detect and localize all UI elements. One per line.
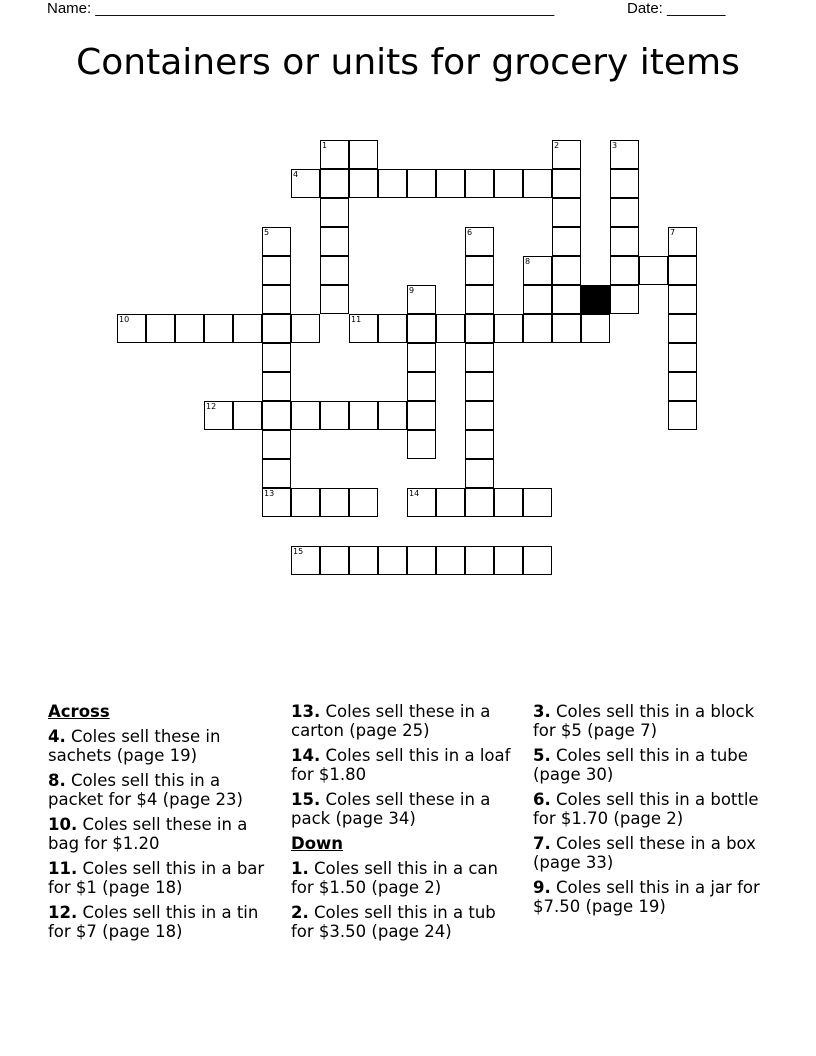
clue-item-text: Coles sell these in a pack (page 34)	[291, 790, 491, 828]
clue-item	[291, 903, 523, 941]
crossword-cell[interactable]	[552, 169, 581, 198]
crossword-cell[interactable]	[291, 488, 320, 517]
name-date-header	[47, 0, 747, 20]
crossword-cell[interactable]	[523, 256, 552, 285]
crossword-cell[interactable]	[465, 285, 494, 314]
crossword-cell[interactable]	[320, 256, 349, 285]
crossword-cell[interactable]	[465, 169, 494, 198]
col2-across-list	[291, 702, 523, 828]
clue-item-number: 3.	[533, 702, 551, 721]
crossword-cell[interactable]	[407, 285, 436, 314]
crossword-cell[interactable]	[465, 401, 494, 430]
clue-item-text: Coles sell this in a tube (page 30)	[533, 746, 748, 784]
clue-item-text: Coles sell this in a loaf for $1.80	[291, 746, 511, 784]
crossword-cell[interactable]	[407, 169, 436, 198]
crossword-cell[interactable]	[407, 343, 436, 372]
clue-number: 4	[293, 170, 299, 179]
clue-number: 6	[467, 228, 473, 237]
crossword-cell[interactable]	[610, 169, 639, 198]
clue-item	[48, 771, 280, 809]
crossword-cell[interactable]	[552, 227, 581, 256]
crossword-cell[interactable]	[494, 169, 523, 198]
col2-down-list	[291, 859, 523, 941]
crossword-cell[interactable]	[204, 314, 233, 343]
clue-number: 1	[322, 141, 328, 150]
clue-item	[291, 746, 523, 784]
crossword-cell[interactable]	[668, 401, 697, 430]
clue-number: 5	[264, 228, 270, 237]
crossword-cell[interactable]	[436, 314, 465, 343]
clue-item-text: Coles sell this in a bottle for $1.70 (page 2)	[533, 790, 759, 828]
clue-item-text: Coles sell this in a tin for $7 (page 18)	[48, 903, 259, 941]
clue-column-1	[48, 702, 280, 947]
crossword-cell[interactable]	[552, 140, 581, 169]
clue-item	[533, 878, 765, 916]
crossword-cell[interactable]	[349, 169, 378, 198]
crossword-cell[interactable]	[291, 401, 320, 430]
clue-number: 12	[206, 402, 217, 411]
crossword-cell[interactable]	[465, 227, 494, 256]
crossword-cell[interactable]	[465, 546, 494, 575]
crossword-cell[interactable]	[552, 198, 581, 227]
clue-item-text: Coles sell these in sachets (page 19)	[48, 727, 221, 765]
crossword-cell[interactable]	[262, 256, 291, 285]
clue-number: 15	[293, 547, 304, 556]
clue-item	[48, 815, 280, 853]
crossword-cell[interactable]	[291, 546, 320, 575]
clue-item-number: 15.	[291, 790, 321, 809]
crossword-cell[interactable]	[378, 546, 407, 575]
clue-item-number: 7.	[533, 834, 551, 853]
crossword-cell[interactable]	[262, 372, 291, 401]
crossword-cell[interactable]	[349, 401, 378, 430]
down-heading: Down	[291, 834, 344, 853]
clue-item-number: 14.	[291, 746, 321, 765]
crossword-cell[interactable]	[378, 169, 407, 198]
clue-column-3	[533, 702, 765, 922]
crossword-cell[interactable]	[146, 314, 175, 343]
crossword-cell[interactable]	[320, 488, 349, 517]
clue-item-text: Coles sell these in a box (page 33)	[533, 834, 756, 872]
clue-number: 3	[612, 141, 618, 150]
crossword-cell[interactable]	[668, 256, 697, 285]
crossword-cell[interactable]	[610, 256, 639, 285]
crossword-cell[interactable]	[552, 256, 581, 285]
clue-item-number: 2.	[291, 903, 309, 922]
crossword-black-cell	[581, 285, 610, 314]
crossword-cell[interactable]	[349, 140, 378, 169]
crossword-cell[interactable]	[581, 314, 610, 343]
crossword-cell[interactable]	[465, 372, 494, 401]
crossword-cell[interactable]	[668, 285, 697, 314]
clue-item-text: Coles sell these in a carton (page 25)	[291, 702, 491, 740]
crossword-cell[interactable]	[175, 314, 204, 343]
crossword-cell[interactable]	[349, 546, 378, 575]
clue-number: 11	[351, 315, 362, 324]
name-field[interactable]: Name: _______________________________________________________	[47, 0, 555, 17]
crossword-cell[interactable]	[320, 140, 349, 169]
date-field[interactable]: Date: _______	[627, 0, 726, 17]
crossword-cell[interactable]	[262, 430, 291, 459]
crossword-cell[interactable]	[610, 227, 639, 256]
clue-item-text: Coles sell this in a tub for $3.50 (page 24)	[291, 903, 496, 941]
crossword-cell[interactable]	[262, 488, 291, 517]
clue-column-2	[291, 702, 523, 947]
clue-item	[533, 746, 765, 784]
crossword-cell[interactable]	[262, 401, 291, 430]
crossword-cell[interactable]	[117, 314, 146, 343]
crossword-cell[interactable]	[610, 285, 639, 314]
crossword-cell[interactable]	[407, 372, 436, 401]
clue-item	[533, 790, 765, 828]
crossword-cell[interactable]	[465, 314, 494, 343]
crossword-cell[interactable]	[262, 314, 291, 343]
crossword-cell[interactable]	[349, 314, 378, 343]
crossword-cell[interactable]	[668, 314, 697, 343]
clue-item	[533, 834, 765, 872]
crossword-cell[interactable]	[262, 227, 291, 256]
crossword-cell[interactable]	[407, 401, 436, 430]
crossword-cell[interactable]	[378, 401, 407, 430]
crossword-cell[interactable]	[320, 227, 349, 256]
clue-item-text: Coles sell this in a block for $5 (page 7)	[533, 702, 755, 740]
crossword-cell[interactable]	[465, 343, 494, 372]
crossword-cell[interactable]	[407, 430, 436, 459]
crossword-cell[interactable]	[436, 169, 465, 198]
crossword-cell[interactable]	[494, 314, 523, 343]
crossword-cell[interactable]	[436, 546, 465, 575]
clue-item	[291, 790, 523, 828]
clue-item	[533, 702, 765, 740]
col3-list	[533, 702, 765, 916]
clue-number: 13	[264, 489, 275, 498]
crossword-cell[interactable]	[523, 314, 552, 343]
crossword-cell[interactable]	[378, 314, 407, 343]
crossword-cell[interactable]	[668, 227, 697, 256]
clue-item-number: 5.	[533, 746, 551, 765]
crossword-cell[interactable]	[494, 546, 523, 575]
clue-item-number: 6.	[533, 790, 551, 809]
crossword-cell[interactable]	[320, 198, 349, 227]
crossword-cell[interactable]	[523, 546, 552, 575]
clue-item-text: Coles sell this in a bar for $1 (page 18)	[48, 859, 265, 897]
clue-item-number: 9.	[533, 878, 551, 897]
crossword-cell[interactable]	[465, 256, 494, 285]
crossword-cell[interactable]	[552, 314, 581, 343]
clue-item	[48, 727, 280, 765]
clue-number: 14	[409, 489, 420, 498]
clue-item-text: Coles sell this in a jar for $7.50 (page 19)	[533, 878, 760, 916]
crossword-cell[interactable]	[407, 314, 436, 343]
clue-item-number: 4.	[48, 727, 66, 746]
clue-item-text: Coles sell this in a can for $1.50 (page 2)	[291, 859, 498, 897]
clue-number: 10	[119, 315, 130, 324]
clue-item	[48, 903, 280, 941]
crossword-cell[interactable]	[668, 343, 697, 372]
crossword-cell[interactable]	[668, 372, 697, 401]
clue-item-number: 11.	[48, 859, 78, 878]
crossword-cell[interactable]	[610, 198, 639, 227]
crossword-cell[interactable]	[610, 140, 639, 169]
clue-item-number: 1.	[291, 859, 309, 878]
clue-item-number: 8.	[48, 771, 66, 790]
crossword-cell[interactable]	[552, 285, 581, 314]
crossword-cell[interactable]	[407, 488, 436, 517]
clue-item-number: 10.	[48, 815, 78, 834]
clue-number: 8	[525, 257, 531, 266]
crossword-cell[interactable]	[291, 314, 320, 343]
crossword-cell[interactable]	[494, 488, 523, 517]
crossword-cell[interactable]	[262, 285, 291, 314]
crossword-cell[interactable]	[523, 488, 552, 517]
crossword-cell[interactable]	[291, 169, 320, 198]
crossword-cell[interactable]	[204, 401, 233, 430]
clue-number: 7	[670, 228, 676, 237]
crossword-cell[interactable]	[233, 314, 262, 343]
crossword-cell[interactable]	[465, 488, 494, 517]
clue-number: 9	[409, 286, 415, 295]
col1-list	[48, 727, 280, 941]
crossword-cell[interactable]	[320, 546, 349, 575]
clue-item	[291, 702, 523, 740]
clue-item-text: Coles sell this in a packet for $4 (page 23)	[48, 771, 243, 809]
clue-item-number: 12.	[48, 903, 78, 922]
crossword-cell[interactable]	[465, 459, 494, 488]
crossword-cell[interactable]	[523, 285, 552, 314]
crossword-cell[interactable]	[262, 343, 291, 372]
clue-number: 2	[554, 141, 560, 150]
crossword-cell[interactable]	[436, 488, 465, 517]
crossword-cell[interactable]	[349, 488, 378, 517]
crossword-cell[interactable]	[407, 546, 436, 575]
page-title: Containers or units for grocery items	[76, 42, 740, 83]
crossword-cell[interactable]	[320, 169, 349, 198]
clue-item	[48, 859, 280, 897]
crossword-cell[interactable]	[639, 256, 668, 285]
clue-item-text: Coles sell these in a bag for $1.20	[48, 815, 248, 853]
crossword-cell[interactable]	[320, 401, 349, 430]
clue-item-number: 13.	[291, 702, 321, 721]
crossword-cell[interactable]	[320, 285, 349, 314]
crossword-cell[interactable]	[233, 401, 262, 430]
crossword-cell[interactable]	[523, 169, 552, 198]
crossword-cell[interactable]	[465, 430, 494, 459]
crossword-cell[interactable]	[262, 459, 291, 488]
clue-item	[291, 859, 523, 897]
across-heading: Across	[48, 702, 110, 721]
